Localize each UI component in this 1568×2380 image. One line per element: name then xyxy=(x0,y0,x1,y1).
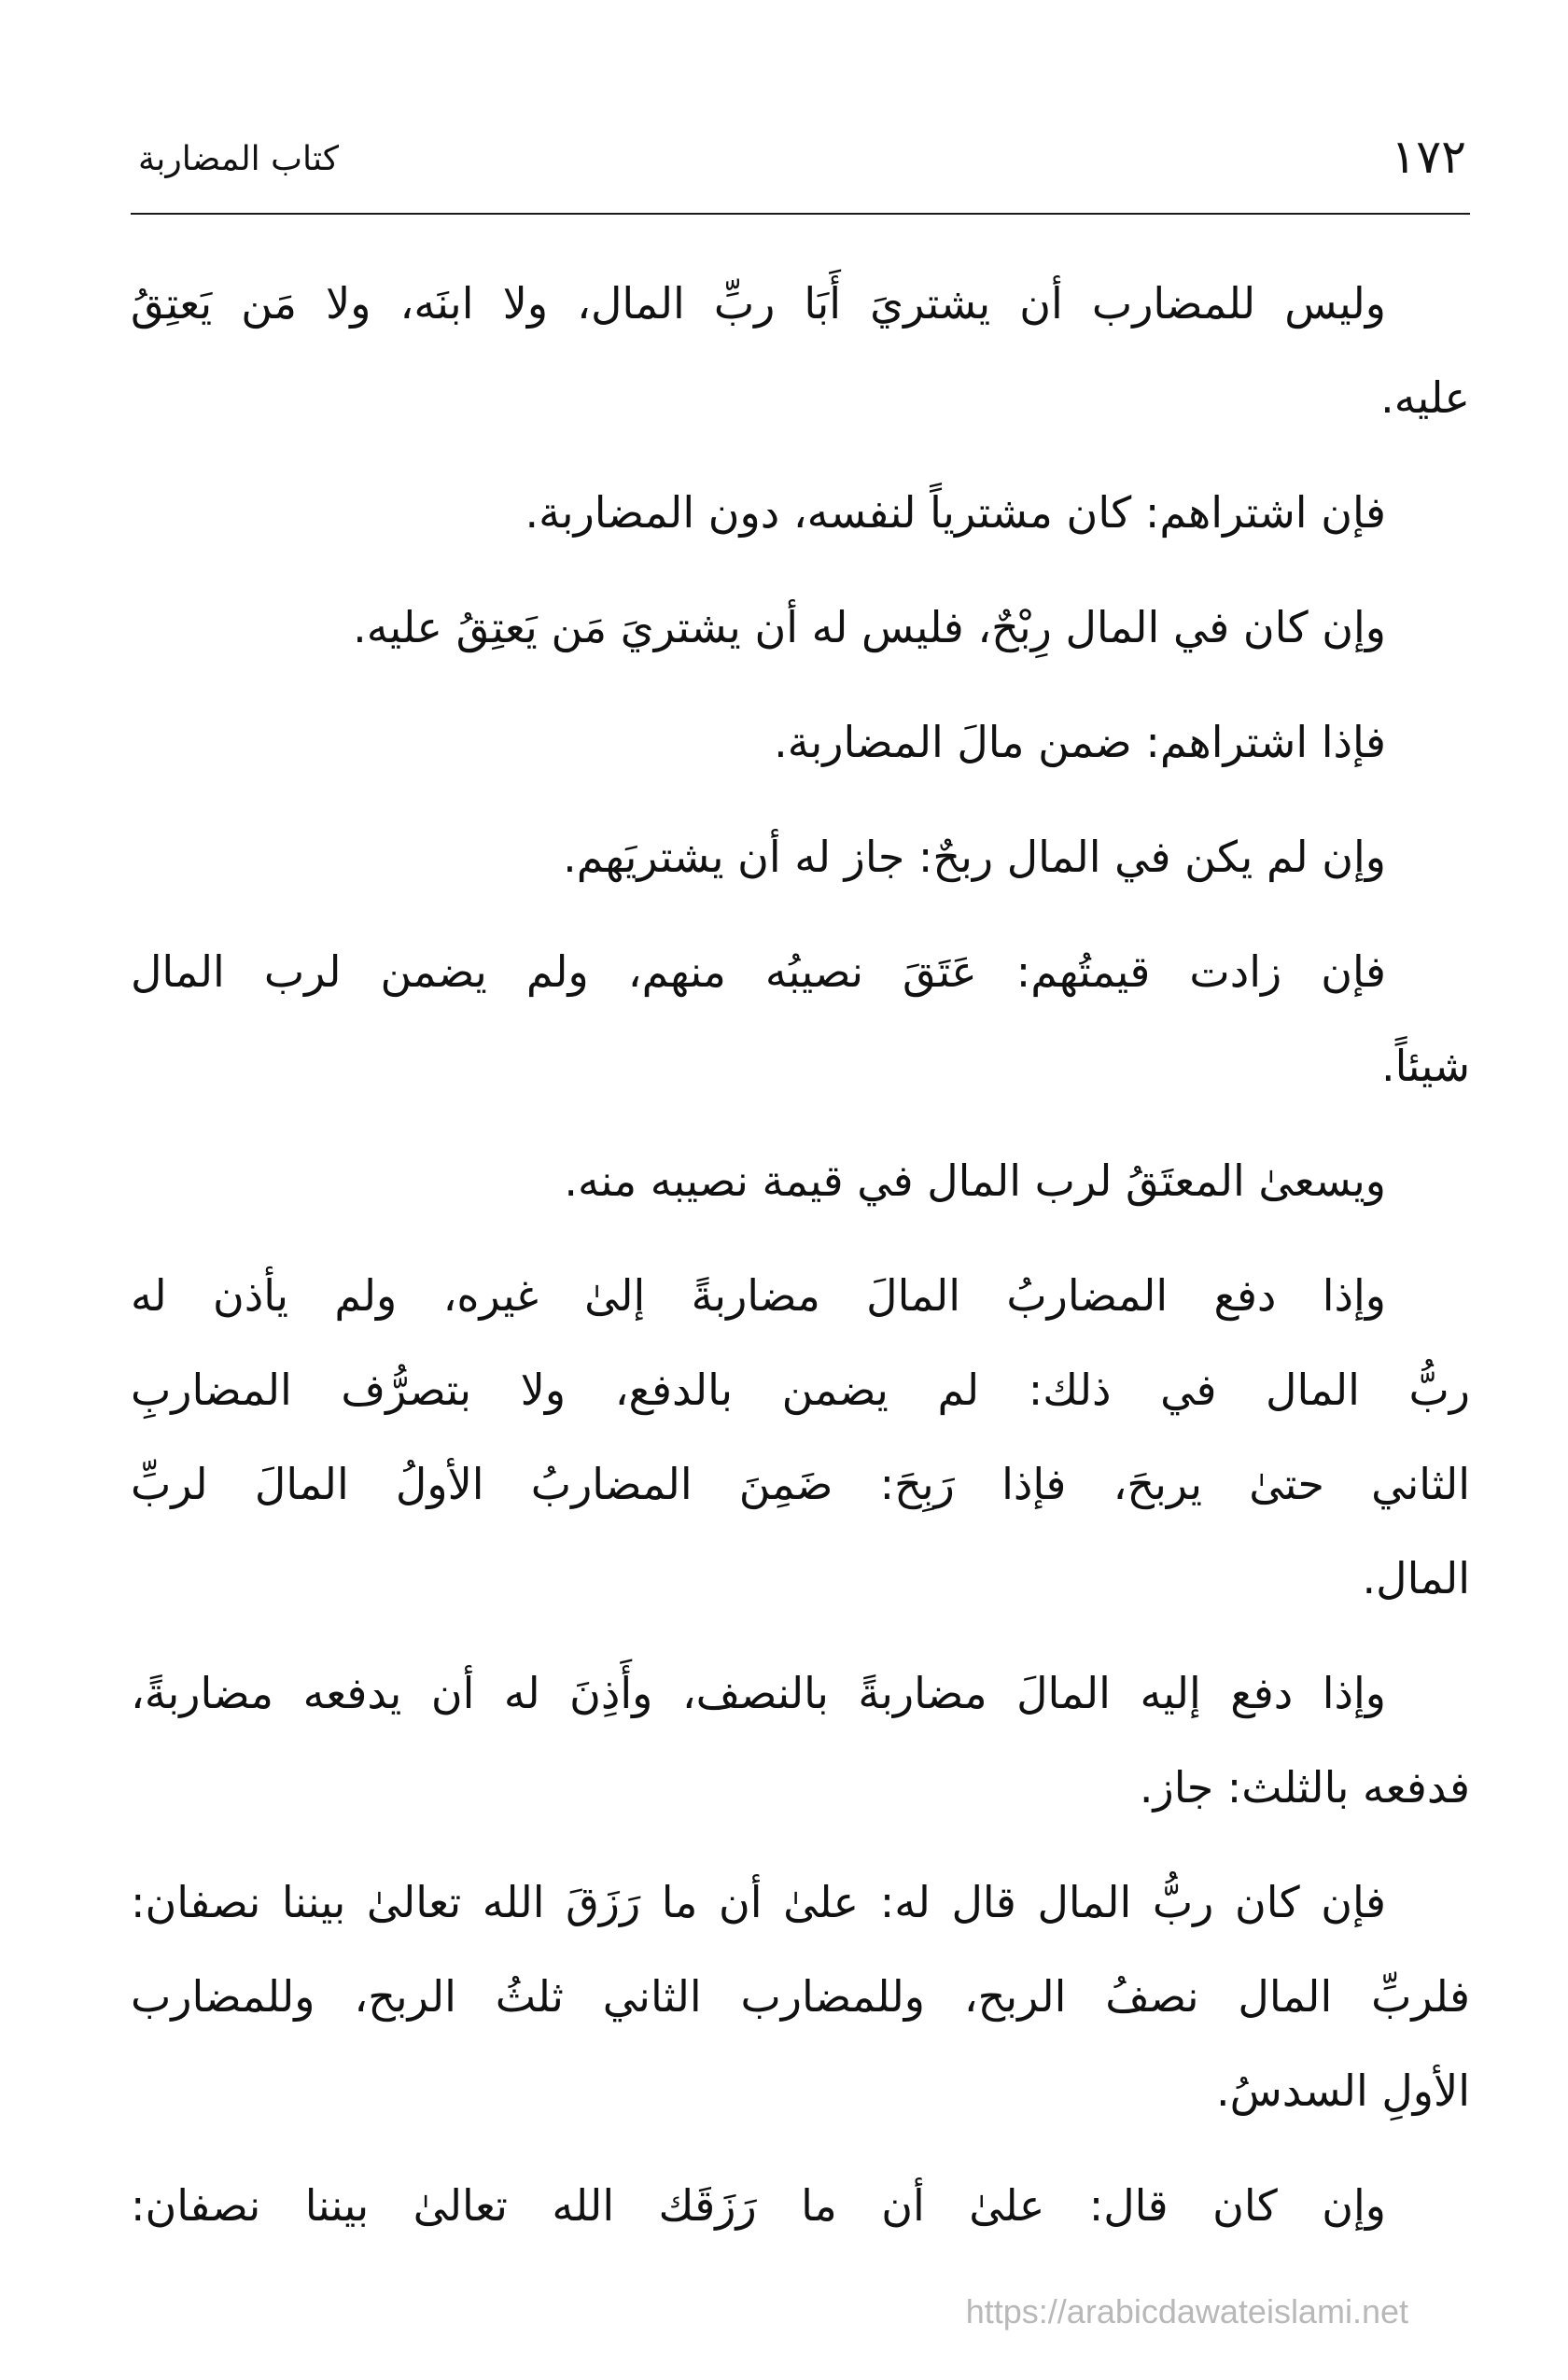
paragraph xyxy=(131,695,1470,790)
paragraph xyxy=(131,1249,1470,1626)
paragraph-line: فإذا اشتراهم: ضمن مالَ المضاربة. xyxy=(774,717,1386,767)
paragraph-line: وإن كان قال: علىٰ أن ما رَزَقَك الله تعالىٰ بيننا نصفان: xyxy=(131,2180,1386,2231)
paragraph xyxy=(131,581,1470,675)
paragraph-line: وإن لم يكن في المال ربحٌ: جاز له أن يشتريَهم. xyxy=(563,832,1386,882)
text-column xyxy=(131,257,1470,2274)
watermark-url: https://arabicdawateislami.net xyxy=(965,2292,1408,2331)
paragraph xyxy=(131,1855,1470,2138)
paragraph-line: الثاني حتىٰ يربحَ، فإذا رَبِحَ: ضَمِنَ المضاربُ الأولُ المالَ لربِّ xyxy=(131,1459,1470,1509)
paragraph xyxy=(131,466,1470,560)
paragraph xyxy=(131,2159,1470,2253)
paragraph-line: المال. xyxy=(1362,1553,1470,1603)
paragraph-line: فلربِّ المال نصفُ الربح، وللمضارب الثاني ثلثُ الربح، وللمضارب xyxy=(131,1971,1470,2022)
paragraph-line: وإذا دفع المضاربُ المالَ مضاربةً إلىٰ غيره، ولم يأذن له xyxy=(131,1270,1386,1321)
paragraph-line: وإن كان في المال رِبْحٌ، فليس له أن يشتريَ مَن يَعتِقُ عليه. xyxy=(353,602,1386,652)
paragraph-line: الأولِ السدسُ. xyxy=(1215,2065,1470,2116)
page-number: ١٧٢ xyxy=(1391,130,1466,184)
paragraph-line: شيئاً. xyxy=(1381,1041,1470,1091)
paragraph xyxy=(131,1646,1470,1835)
paragraph xyxy=(131,1134,1470,1228)
paragraph-line: فدفعه بالثلث: جاز. xyxy=(1139,1762,1470,1813)
paragraph xyxy=(131,810,1470,904)
paragraph xyxy=(131,257,1470,445)
paragraph-line: وإذا دفع إليه المالَ مضاربةً بالنصف، وأَذِنَ له أن يدفعه مضاربةً، xyxy=(131,1668,1386,1718)
paragraph-line: وليس للمضارب أن يشتريَ أَبَا ربِّ المال، ولا ابنَه، ولا مَن يَعتِقُ xyxy=(131,278,1386,329)
paragraph-line: ربُّ المال في ذلك: لم يضمن بالدفع، ولا بتصرُّف المضاربِ xyxy=(131,1365,1470,1415)
paragraph xyxy=(131,925,1470,1113)
paragraph-line: فإن كان ربُّ المال قال له: علىٰ أن ما رَزَقَ الله تعالىٰ بيننا نصفان: xyxy=(131,1877,1386,1927)
paragraph-line: فإن زادت قيمتُهم: عَتَقَ نصيبُه منهم، ولم يضمن لرب المال xyxy=(131,946,1386,997)
paragraph-line: ويسعىٰ المعتَقُ لرب المال في قيمة نصيبه منه. xyxy=(564,1155,1386,1206)
paragraph-line: عليه. xyxy=(1380,372,1470,423)
paragraph-line: فإن اشتراهم: كان مشترياً لنفسه، دون المضاربة. xyxy=(525,487,1386,538)
header-rule xyxy=(131,213,1470,215)
running-head-title: كتاب المضاربة xyxy=(138,140,339,178)
